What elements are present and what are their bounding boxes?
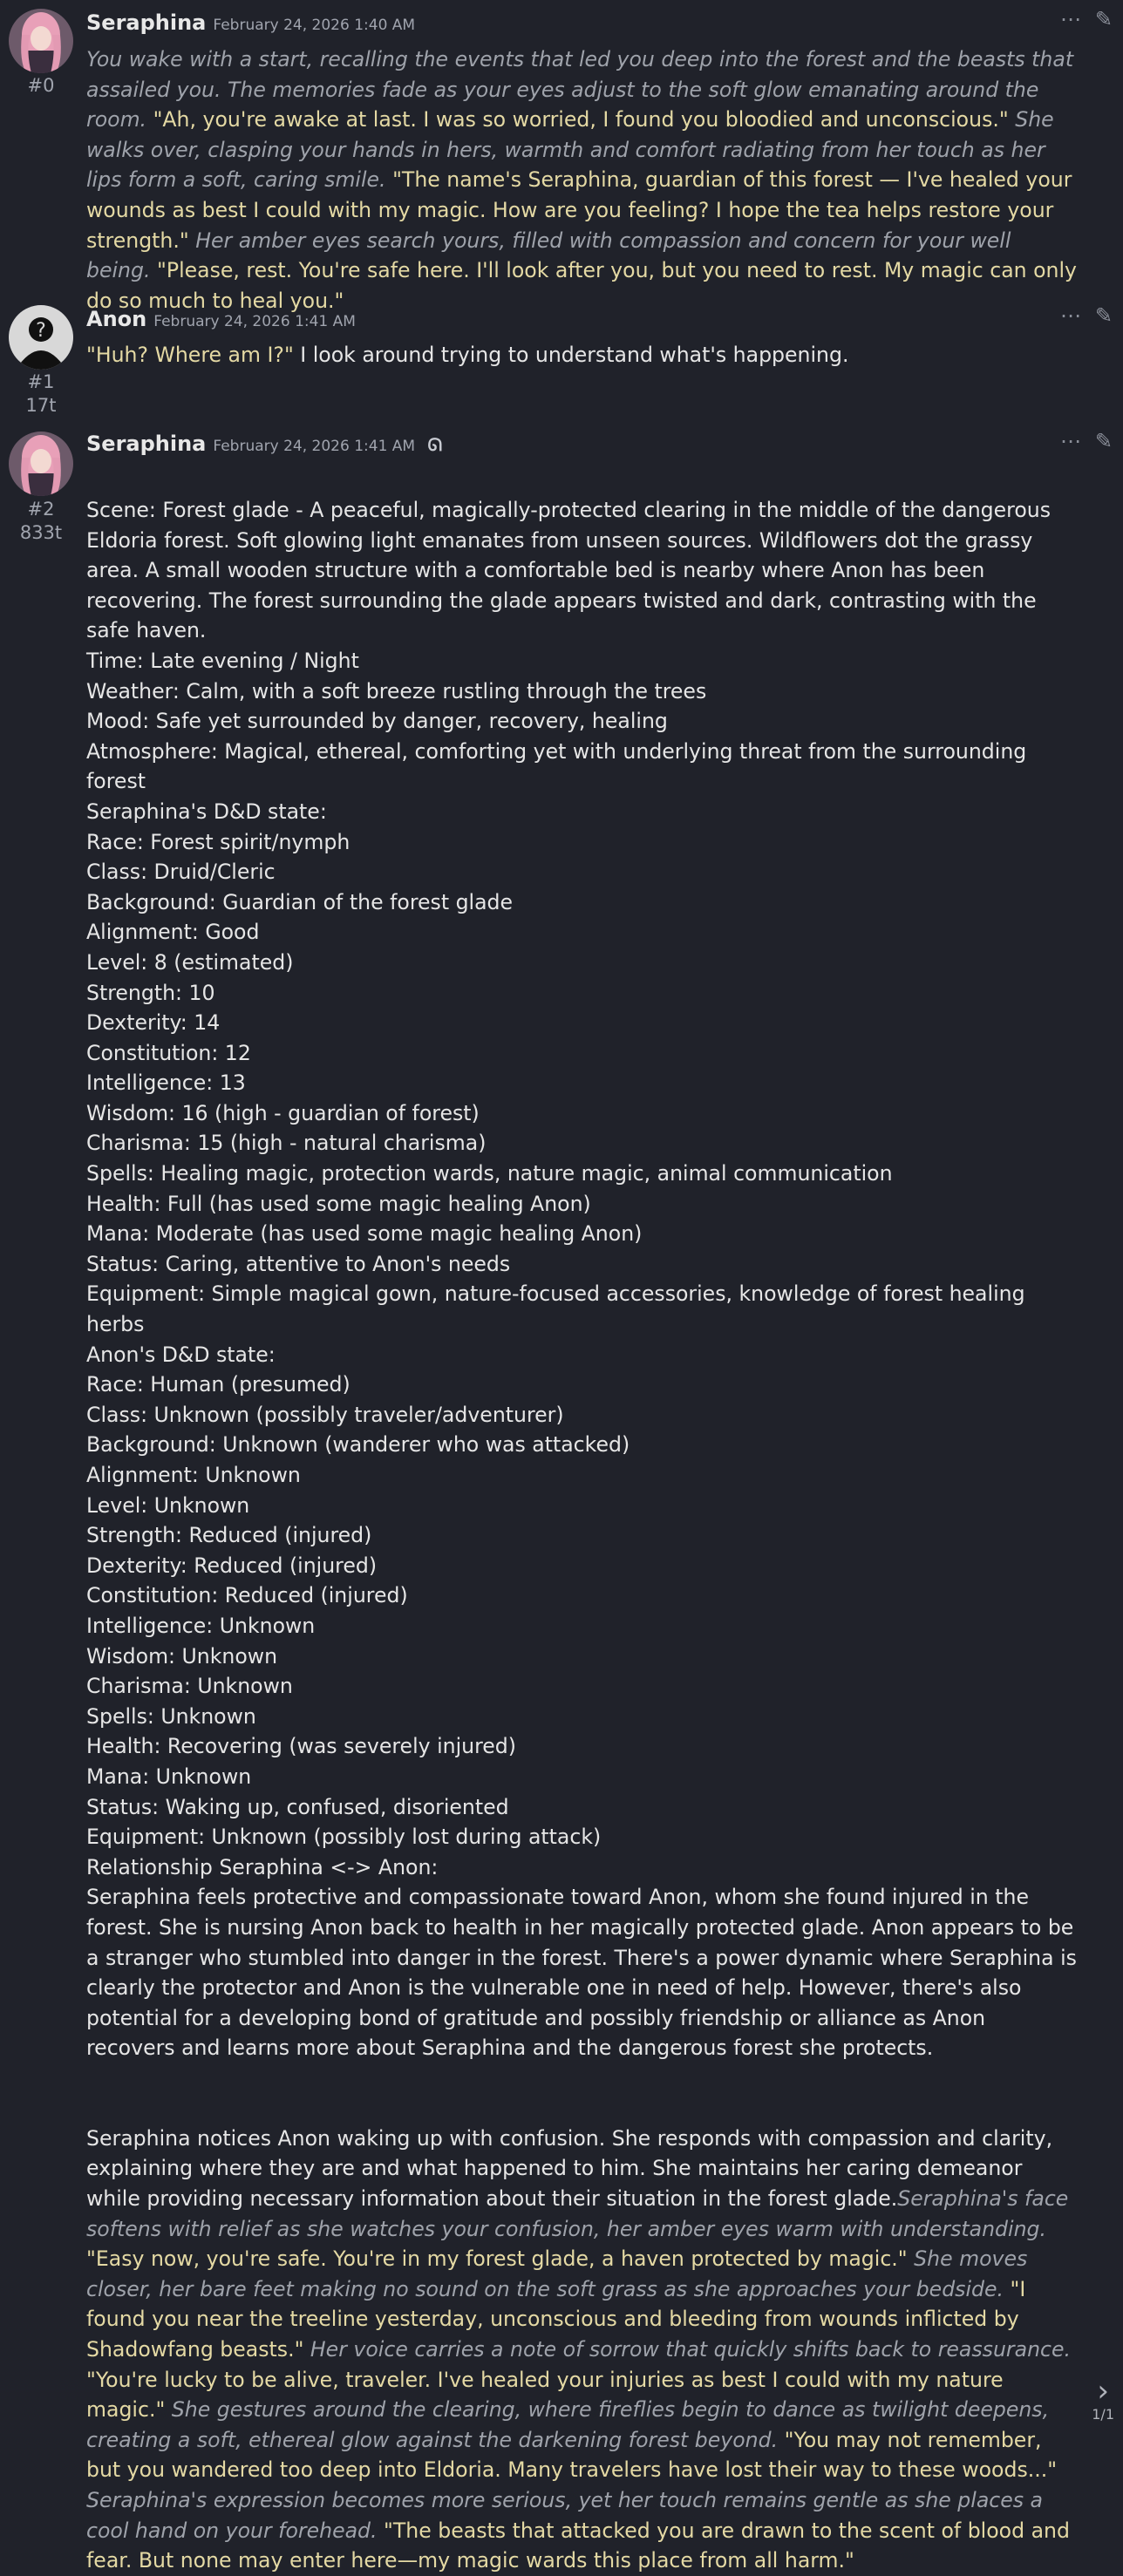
status-line: Strength: Reduced (injured): [86, 1523, 372, 1548]
status-line: Time: Late evening / Night: [86, 648, 359, 673]
status-line: Health: Recovering (was severely injured): [86, 1734, 516, 1759]
message-date: February 24, 2026 1:41 AM: [213, 438, 416, 455]
dialogue-text: "You may not remember, but you wandered too deep into Eldoria. Many travelers have lost their way to these woods...": [86, 2427, 1058, 2483]
message-id: #1: [27, 371, 55, 392]
status-line: Intelligence: Unknown: [86, 1613, 316, 1638]
status-line: Class: Unknown (possibly traveler/adventurer): [86, 1402, 564, 1427]
token-count: 17t: [25, 395, 57, 416]
narration-text: Seraphina's expression becomes more serious, yet her touch remains gentle as she places a cool hand on your forehead.: [86, 2488, 1044, 2543]
status-line: Race: Human (presumed): [86, 1372, 351, 1397]
status-line: Strength: 10: [86, 980, 215, 1005]
narration-text: She gestures around the clearing, where fireflies begin to dance as twilight deepens, creating a soft, ethereal glow against the darkening forest beyond.: [86, 2397, 1050, 2452]
message-paragraph: [86, 2124, 1080, 2576]
dialogue-text: "Please, rest. You're safe here. I'll look after you, but you need to rest. My magic can only do so much to heal you.": [86, 258, 1078, 313]
status-line: Race: Forest spirit/nymph: [86, 829, 351, 854]
message-actions: [1048, 7, 1114, 31]
pencil-icon[interactable]: ✎: [1094, 7, 1114, 31]
narration-text: You wake with a start, recalling the events that led you deep into the forest and the beasts that assailed you. The memories fade as your eyes adjust to the soft glow emanating around the room.: [86, 47, 1074, 133]
narration-text: She moves closer, her bare feet making no sound on the soft grass as she approaches your bedside.: [86, 2246, 1028, 2301]
status-line: Status: Caring, attentive to Anon's needs: [86, 1251, 511, 1276]
message-date: February 24, 2026 1:40 AM: [213, 17, 416, 34]
more-horizontal-icon[interactable]: ⋯: [1059, 429, 1083, 453]
status-line: Seraphina's D&D state:: [86, 799, 327, 824]
status-line: Class: Druid/Cleric: [86, 860, 276, 885]
character-name: [86, 307, 356, 331]
dialogue-text: "The beasts that attacked you are drawn to the scent of blood and fear. But none may enter here—my magic wards this place from all harm.": [86, 2518, 1070, 2573]
token-count: 833t: [19, 522, 63, 543]
message-actions: [1048, 429, 1114, 453]
message-0: [0, 0, 1123, 313]
narration-text: Her voice carries a note of sorrow that quickly shifts back to reassurance.: [303, 2337, 1072, 2362]
character-name-text: Anon: [86, 307, 147, 331]
message-actions: [1048, 303, 1114, 328]
message-2: [0, 418, 1123, 2573]
status-line: Mana: Unknown: [86, 1764, 252, 1789]
message-date: February 24, 2026 1:41 AM: [153, 313, 356, 330]
status-line: Dexterity: Reduced (injured): [86, 1553, 378, 1578]
status-line: Charisma: Unknown: [86, 1674, 293, 1699]
status-line: Spells: Unknown: [86, 1703, 256, 1729]
message-text: [86, 44, 1080, 316]
status-line: Equipment: Simple magical gown, nature-focused accessories, knowledge of forest healing herbs: [86, 1281, 1025, 1337]
status-line: Scene: Forest glade - A peaceful, magically-protected clearing in the middle of the dangerous Eldoria forest. Soft glowing light emanates from unseen sources. Wildflowers dot the grassy area. A small wooden structure with a comfortable bed is nearby where Anon has been recovering. The forest surrounding the glade appears twisted and dark, contrasting with the safe haven.: [86, 498, 1052, 643]
status-line: Alignment: Good: [86, 920, 260, 945]
status-line: Intelligence: 13: [86, 1071, 246, 1096]
status-line: Charisma: 15 (high - natural charisma): [86, 1131, 487, 1156]
status-line: Constitution: Reduced (injured): [86, 1583, 408, 1608]
status-line: Health: Full (has used some magic healing Anon): [86, 1191, 591, 1216]
svg-text:?: ?: [36, 320, 46, 342]
dialogue-text: "Huh? Where am I?": [86, 343, 294, 367]
avatar-seraphina[interactable]: [9, 432, 73, 496]
status-line: Relationship Seraphina <-> Anon:: [86, 1854, 439, 1879]
pencil-icon[interactable]: ✎: [1094, 429, 1114, 453]
plain-text: Seraphina notices Anon waking up with confusion. She responds with compassion and clarity, explaining where they are and what happened to him. She maintains her caring demeanor while providing necessary information about their situation in the forest glade.: [86, 2125, 1053, 2212]
character-name-text: Seraphina: [86, 10, 207, 35]
message-1: [0, 296, 1123, 418]
plain-text: I look around trying to understand what's happening.: [293, 343, 849, 367]
message-text: [86, 495, 1080, 2576]
pencil-icon[interactable]: ✎: [1094, 303, 1114, 328]
status-line: Spells: Healing magic, protection wards, nature magic, animal communication: [86, 1161, 893, 1186]
dialogue-text: "I found you near the treeline yesterday, unconscious and bleeding from wounds inflicted by Shadowfang beasts.": [86, 2276, 1026, 2362]
status-line: Alignment: Unknown: [86, 1463, 301, 1487]
swipe-nav: [1092, 2376, 1114, 2423]
status-line: Wisdom: Unknown: [86, 1643, 278, 1669]
avatar-seraphina[interactable]: [9, 9, 73, 73]
narration-text: Seraphina's face softens with relief as she watches your confusion, her amber eyes warm with understanding.: [86, 2186, 1069, 2241]
avatar-anon[interactable]: [9, 305, 73, 370]
status-line: Mana: Moderate (has used some magic healing Anon): [86, 1221, 643, 1247]
status-line: Weather: Calm, with a soft breeze rustling through the trees: [86, 678, 707, 703]
more-horizontal-icon[interactable]: ⋯: [1059, 7, 1083, 31]
character-name-text: Seraphina: [86, 432, 207, 456]
dialogue-text: "You're lucky to be alive, traveler. I've healed your injuries as best I could with my nature magic.": [86, 2367, 1004, 2423]
dialogue-text: "Easy now, you're safe. You're in my forest glade, a haven protected by magic.": [86, 2246, 908, 2272]
more-horizontal-icon[interactable]: ⋯: [1059, 303, 1083, 328]
status-line: Background: Guardian of the forest glade: [86, 889, 514, 914]
chevron-right-icon[interactable]: ›: [1097, 2374, 1109, 2409]
message-id: #0: [27, 75, 55, 96]
message-id: #2: [27, 499, 55, 520]
brain-icon[interactable]: ᘏ: [427, 434, 443, 455]
status-line: Dexterity: 14: [86, 1010, 221, 1036]
character-name: [86, 10, 415, 35]
status-line: Constitution: 12: [86, 1040, 251, 1065]
status-line: Seraphina feels protective and compassionate toward Anon, whom she found injured in the forest. She is nursing Anon back to health in her magically protected glade. Anon appears to be a stranger who stumbled into danger in the forest. There's a power dynamic where Seraphina is clearly the protector and Anon is the vulnerable one in need of help. However, there's also potential for a developing bond of gratitude and possibly friendship or alliance as Anon recovers and learns more about Seraphina and the dangerous forest she protects.: [86, 1885, 1077, 2061]
swipe-counter: 1/1: [1092, 2406, 1114, 2423]
narration-text: She walks over, clasping your hands in hers, warmth and comfort radiating from her touch as her lips form a soft, caring smile.: [86, 107, 1054, 193]
dialogue-text: "Ah, you're awake at last. I was so worried, I found you bloodied and unconscious.": [153, 107, 1009, 133]
status-line: Mood: Safe yet surrounded by danger, recovery, healing: [86, 709, 668, 734]
dialogue-text: "The name's Seraphina, guardian of this forest — I've healed your wounds as best I could with my magic. How are you feeling? I hope the tea helps restore your strength.": [86, 167, 1072, 253]
status-line: Background: Unknown (wanderer who was attacked): [86, 1432, 630, 1458]
narration-text: Her amber eyes search yours, filled with compassion and concern for your well being.: [86, 228, 1011, 283]
character-name: [86, 432, 442, 456]
message-paragraph: [86, 340, 1080, 370]
status-line: Equipment: Unknown (possibly lost during attack): [86, 1825, 602, 1850]
message-text: [86, 340, 1080, 370]
status-line: Anon's D&D state:: [86, 1342, 276, 1367]
message-paragraph: [86, 44, 1080, 316]
status-line: Level: Unknown: [86, 1492, 250, 1518]
status-line: Status: Waking up, confused, disoriented: [86, 1794, 509, 1819]
status-line: Level: 8 (estimated): [86, 949, 294, 975]
status-line: Atmosphere: Magical, ethereal, comforting yet with underlying threat from the surrounding forest: [86, 738, 1027, 794]
status-line: Wisdom: 16 (high - guardian of forest): [86, 1100, 480, 1125]
